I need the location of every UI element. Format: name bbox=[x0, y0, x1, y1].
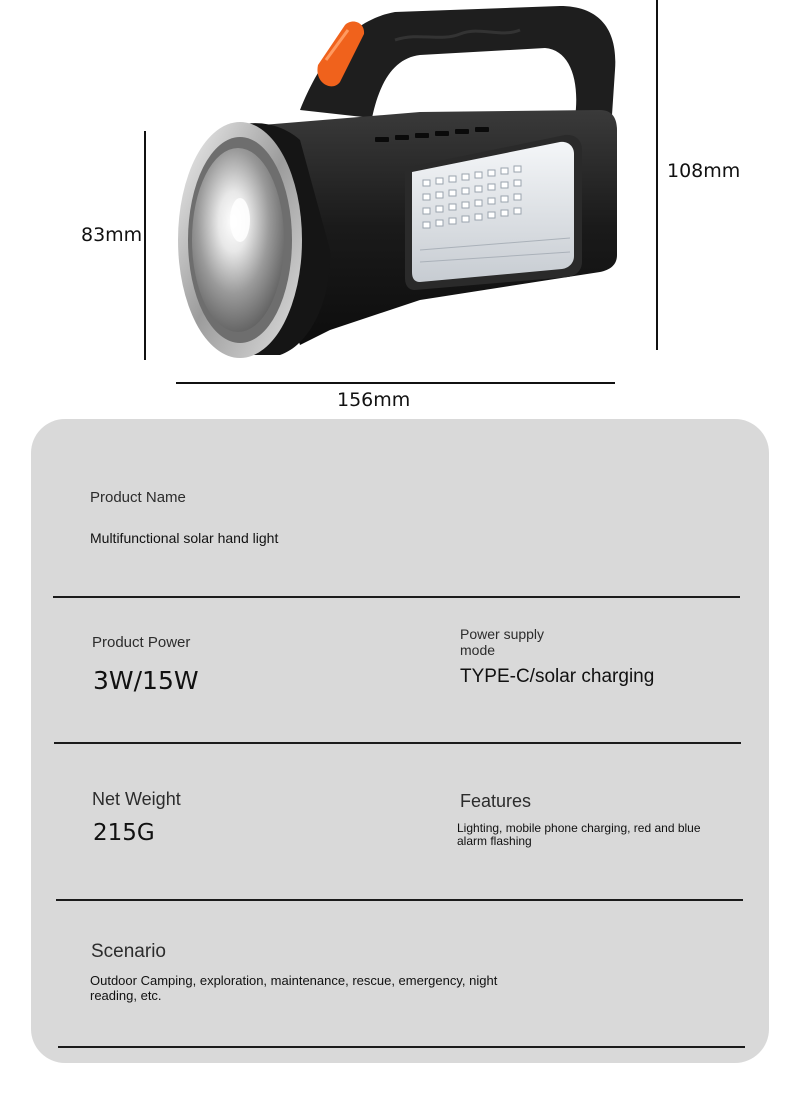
height-label-left: 83mm bbox=[81, 224, 143, 246]
width-label: 156mm bbox=[337, 389, 411, 411]
net-weight-label: Net Weight bbox=[92, 789, 181, 809]
scenario-label: Scenario bbox=[91, 941, 166, 962]
features-value-line1: Lighting, mobile phone charging, red and blue bbox=[457, 821, 701, 835]
divider bbox=[56, 899, 743, 901]
product-power-value: 3W/15W bbox=[93, 666, 199, 695]
power-supply-label-line2: mode bbox=[460, 642, 496, 658]
scenario-value-line1: Outdoor Camping, exploration, maintenance, rescue, emergency, night bbox=[90, 973, 498, 988]
height-label-right: 108mm bbox=[667, 160, 741, 182]
product-name-value: Multifunctional solar hand light bbox=[90, 530, 279, 546]
features-value bbox=[457, 822, 701, 848]
power-supply-label-line1: Power supply bbox=[460, 626, 545, 642]
product-image bbox=[0, 0, 800, 420]
product-name-label: Product Name bbox=[90, 489, 186, 506]
power-supply-label bbox=[460, 626, 544, 658]
net-weight-value: 215G bbox=[93, 820, 155, 846]
divider bbox=[58, 1046, 745, 1048]
divider bbox=[53, 596, 740, 598]
power-supply-value: TYPE-C/solar charging bbox=[460, 666, 655, 687]
product-power-label: Product Power bbox=[92, 634, 191, 651]
features-label: Features bbox=[460, 791, 532, 811]
scenario-value bbox=[90, 973, 497, 1003]
features-value-line2: alarm flashing bbox=[457, 834, 532, 848]
scenario-value-line2: reading, etc. bbox=[90, 988, 162, 1003]
divider bbox=[54, 742, 741, 744]
spec-card bbox=[31, 419, 769, 1063]
